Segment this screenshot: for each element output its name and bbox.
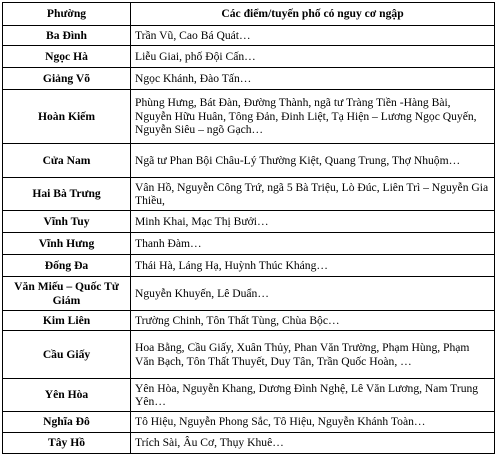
header-ward: Phường <box>3 3 131 26</box>
table-row <box>3 26 495 46</box>
table-row <box>3 68 495 90</box>
ward-cell: Văn Miếu – Quốc Tử Giám <box>3 277 131 311</box>
table-row <box>3 379 495 412</box>
table-row <box>3 90 495 144</box>
table-row <box>3 178 495 211</box>
ward-cell: Ngọc Hà <box>3 46 131 68</box>
streets-cell: Thái Hà, Láng Hạ, Huỳnh Thúc Kháng… <box>131 255 495 277</box>
streets-cell: Ngọc Khánh, Đào Tấn… <box>131 68 495 90</box>
streets-cell: Trường Chinh, Tôn Thất Tùng, Chùa Bộc… <box>131 311 495 331</box>
streets-cell: Minh Khai, Mạc Thị Bưởi… <box>131 211 495 233</box>
streets-cell: Ngã tư Phan Bội Châu-Lý Thường Kiệt, Quang Trung, Thợ Nhuộm… <box>131 144 495 178</box>
ward-cell: Vĩnh Hưng <box>3 233 131 255</box>
ward-cell: Hai Bà Trưng <box>3 178 131 211</box>
streets-cell: Vân Hồ, Nguyễn Công Trứ, ngã 5 Bà Triệu, Lò Đúc, Liên Trì – Nguyễn Gia Thiều, <box>131 178 495 211</box>
ward-cell: Tây Hồ <box>3 433 131 454</box>
ward-cell: Đống Đa <box>3 255 131 277</box>
ward-cell: Vĩnh Tuy <box>3 211 131 233</box>
streets-cell: Trần Vũ, Cao Bá Quát… <box>131 26 495 46</box>
streets-cell: Phùng Hưng, Bát Đàn, Đường Thành, ngã tư Tràng Tiền -Hàng Bài, Nguyễn Hữu Huân, Tông Đản, Đinh Liệt, Tạ Hiện – Lương Ngọc Quyến, Nguyễn Siêu – ngõ Gạch… <box>131 90 495 144</box>
table-row <box>3 211 495 233</box>
streets-cell: Thanh Đàm… <box>131 233 495 255</box>
ward-cell: Hoàn Kiếm <box>3 90 131 144</box>
streets-cell: Nguyễn Khuyến, Lê Duẩn… <box>131 277 495 311</box>
table-row <box>3 433 495 454</box>
table-row <box>3 331 495 379</box>
streets-cell: Liễu Giai, phố Đội Cấn… <box>131 46 495 68</box>
streets-cell: Tô Hiệu, Nguyễn Phong Sắc, Tô Hiệu, Nguyễn Khánh Toàn… <box>131 412 495 433</box>
ward-cell: Yên Hòa <box>3 379 131 412</box>
streets-cell: Yên Hòa, Nguyễn Khang, Dương Đình Nghệ, Lê Văn Lương, Nam Trung Yên… <box>131 379 495 412</box>
table-row <box>3 255 495 277</box>
table-header-row <box>3 3 495 26</box>
streets-cell: Hoa Bằng, Cầu Giấy, Xuân Thủy, Phan Văn Trường, Phạm Hùng, Phạm Văn Bạch, Tôn Thất Thuyết, Duy Tân, Trần Quốc Hoàn, … <box>131 331 495 379</box>
ward-cell: Nghĩa Đô <box>3 412 131 433</box>
flood-risk-table <box>2 2 495 454</box>
table-row <box>3 46 495 68</box>
ward-cell: Ba Đình <box>3 26 131 46</box>
ward-cell: Cầu Giấy <box>3 331 131 379</box>
ward-cell: Kim Liên <box>3 311 131 331</box>
ward-cell: Cửa Nam <box>3 144 131 178</box>
table-row <box>3 412 495 433</box>
table-row <box>3 311 495 331</box>
streets-cell: Trích Sài, Âu Cơ, Thụy Khuê… <box>131 433 495 454</box>
ward-cell: Giảng Võ <box>3 68 131 90</box>
header-streets: Các điểm/tuyến phố có nguy cơ ngập <box>131 3 495 26</box>
table-row <box>3 144 495 178</box>
table-row <box>3 233 495 255</box>
table-row <box>3 277 495 311</box>
